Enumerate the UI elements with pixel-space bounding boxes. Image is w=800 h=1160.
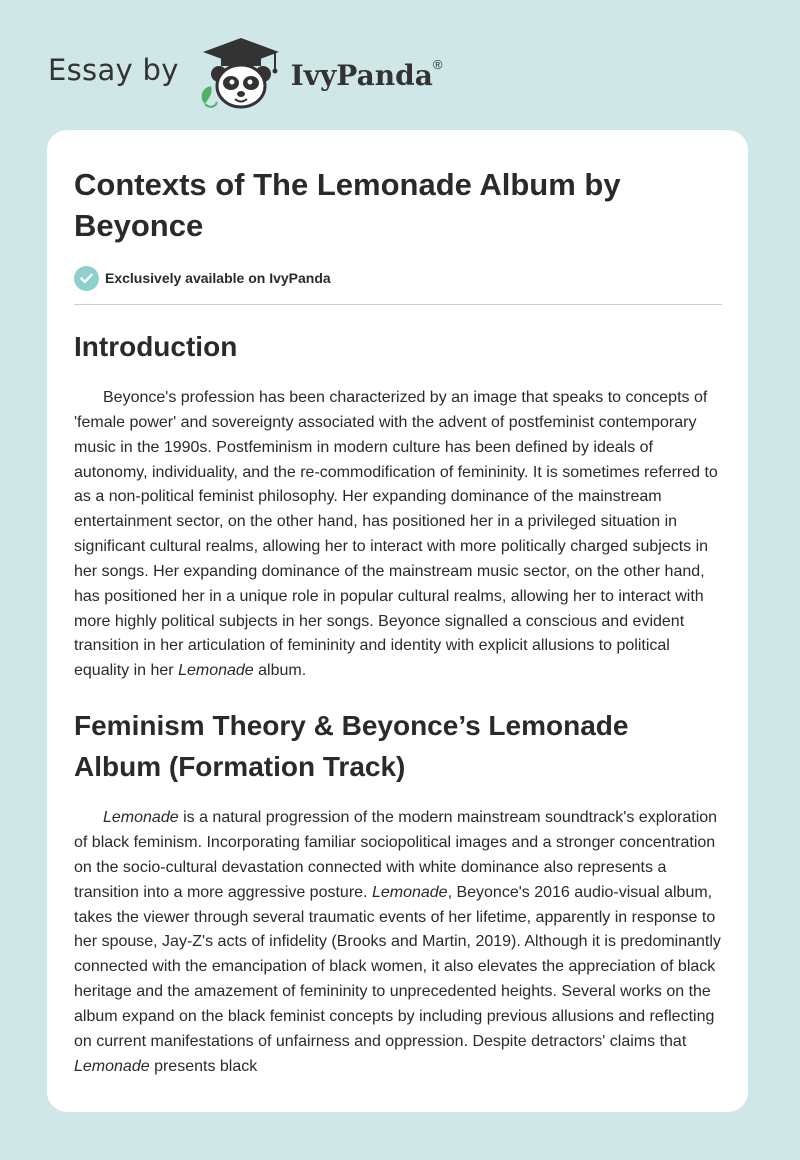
essay-by-label: Essay by	[48, 53, 179, 87]
album-title-italic: Lemonade	[103, 809, 179, 827]
essay-card	[47, 130, 748, 1112]
paragraph-text: Beyonce's profession has been characterized by an image that speaks to concepts of 'female power' and sovereignty associated with the advent of postfeminist contemporary music in the 1990s. Postfeminism in modern culture has been defined by ideals of autonomy, individuality, and the re-commodification of femininity. It is sometimes referred to as a non-political feminist philosophy. Her expanding dominance of the mainstream entertainment sector, on the other hand, has positioned her in a privileged situation in significant cultural realms, allowing her to interact with more politically charged subjects in her songs. Her expanding dominance of the mainstream music sector, on the other hand, has positioned her in a unique role in popular cultural realms, allowing her to interact with more highly political subjects in her songs. Beyonce signalled a conscious and evident transition in her articulation of femininity and identity with explicit allusions to political equality in her	[74, 389, 718, 680]
ivypanda-logo-icon[interactable]	[197, 36, 285, 110]
album-title-italic: Lemonade	[178, 662, 254, 680]
exclusive-badge	[74, 264, 722, 292]
registered-mark: ®	[432, 56, 443, 72]
paragraph-text: , Beyonce's 2016 audio-visual album, takes the viewer through several traumatic events of her lifetime, apparently in response to her spouse, Jay-Z's acts of infidelity (Brooks and Martin, 2019). Although it is predominantly connected with the emancipation of black women, it also elevates the appreciation of black heritage and the amazement of femininity to unprecedented heights. Several works on the album expand on the black feminist concepts by including previous allusions and reflecting on current manifestations of unfairness and oppression. Despite detractors' claims that	[74, 883, 721, 1050]
album-title-italic: Lemonade	[371, 883, 448, 901]
essay-title: Contexts of The Lemonade Album by Beyonce	[74, 167, 621, 243]
paragraph-text: is a natural progression of the modern mainstream soundtrack's exploration of black feminism. Incorporating familiar sociopolitical images and a stronger concentration on the socio-cultural devastation connected with white dominance also represents a transition into a more aggressive posture.	[74, 809, 718, 901]
section-paragraph-feminism-theory	[74, 806, 722, 1079]
paragraph-text: presents black	[149, 1057, 258, 1075]
section-heading-feminism-theory: Feminism Theory & Beyonce’s Lemonade Album (Formation Track)	[74, 710, 629, 783]
brand-name-text: IvyPanda	[290, 58, 433, 92]
badge-text: Exclusively available on IvyPanda	[105, 270, 331, 286]
site-header	[48, 36, 442, 110]
album-title-italic: Lemonade	[74, 1057, 150, 1075]
brand-name[interactable]	[290, 56, 443, 92]
paragraph-text: album.	[253, 662, 307, 680]
check-icon	[74, 266, 99, 291]
divider	[74, 304, 722, 305]
section-paragraph-introduction	[74, 386, 722, 684]
essay-content	[74, 164, 722, 1079]
section-heading-introduction: Introduction	[74, 331, 238, 362]
